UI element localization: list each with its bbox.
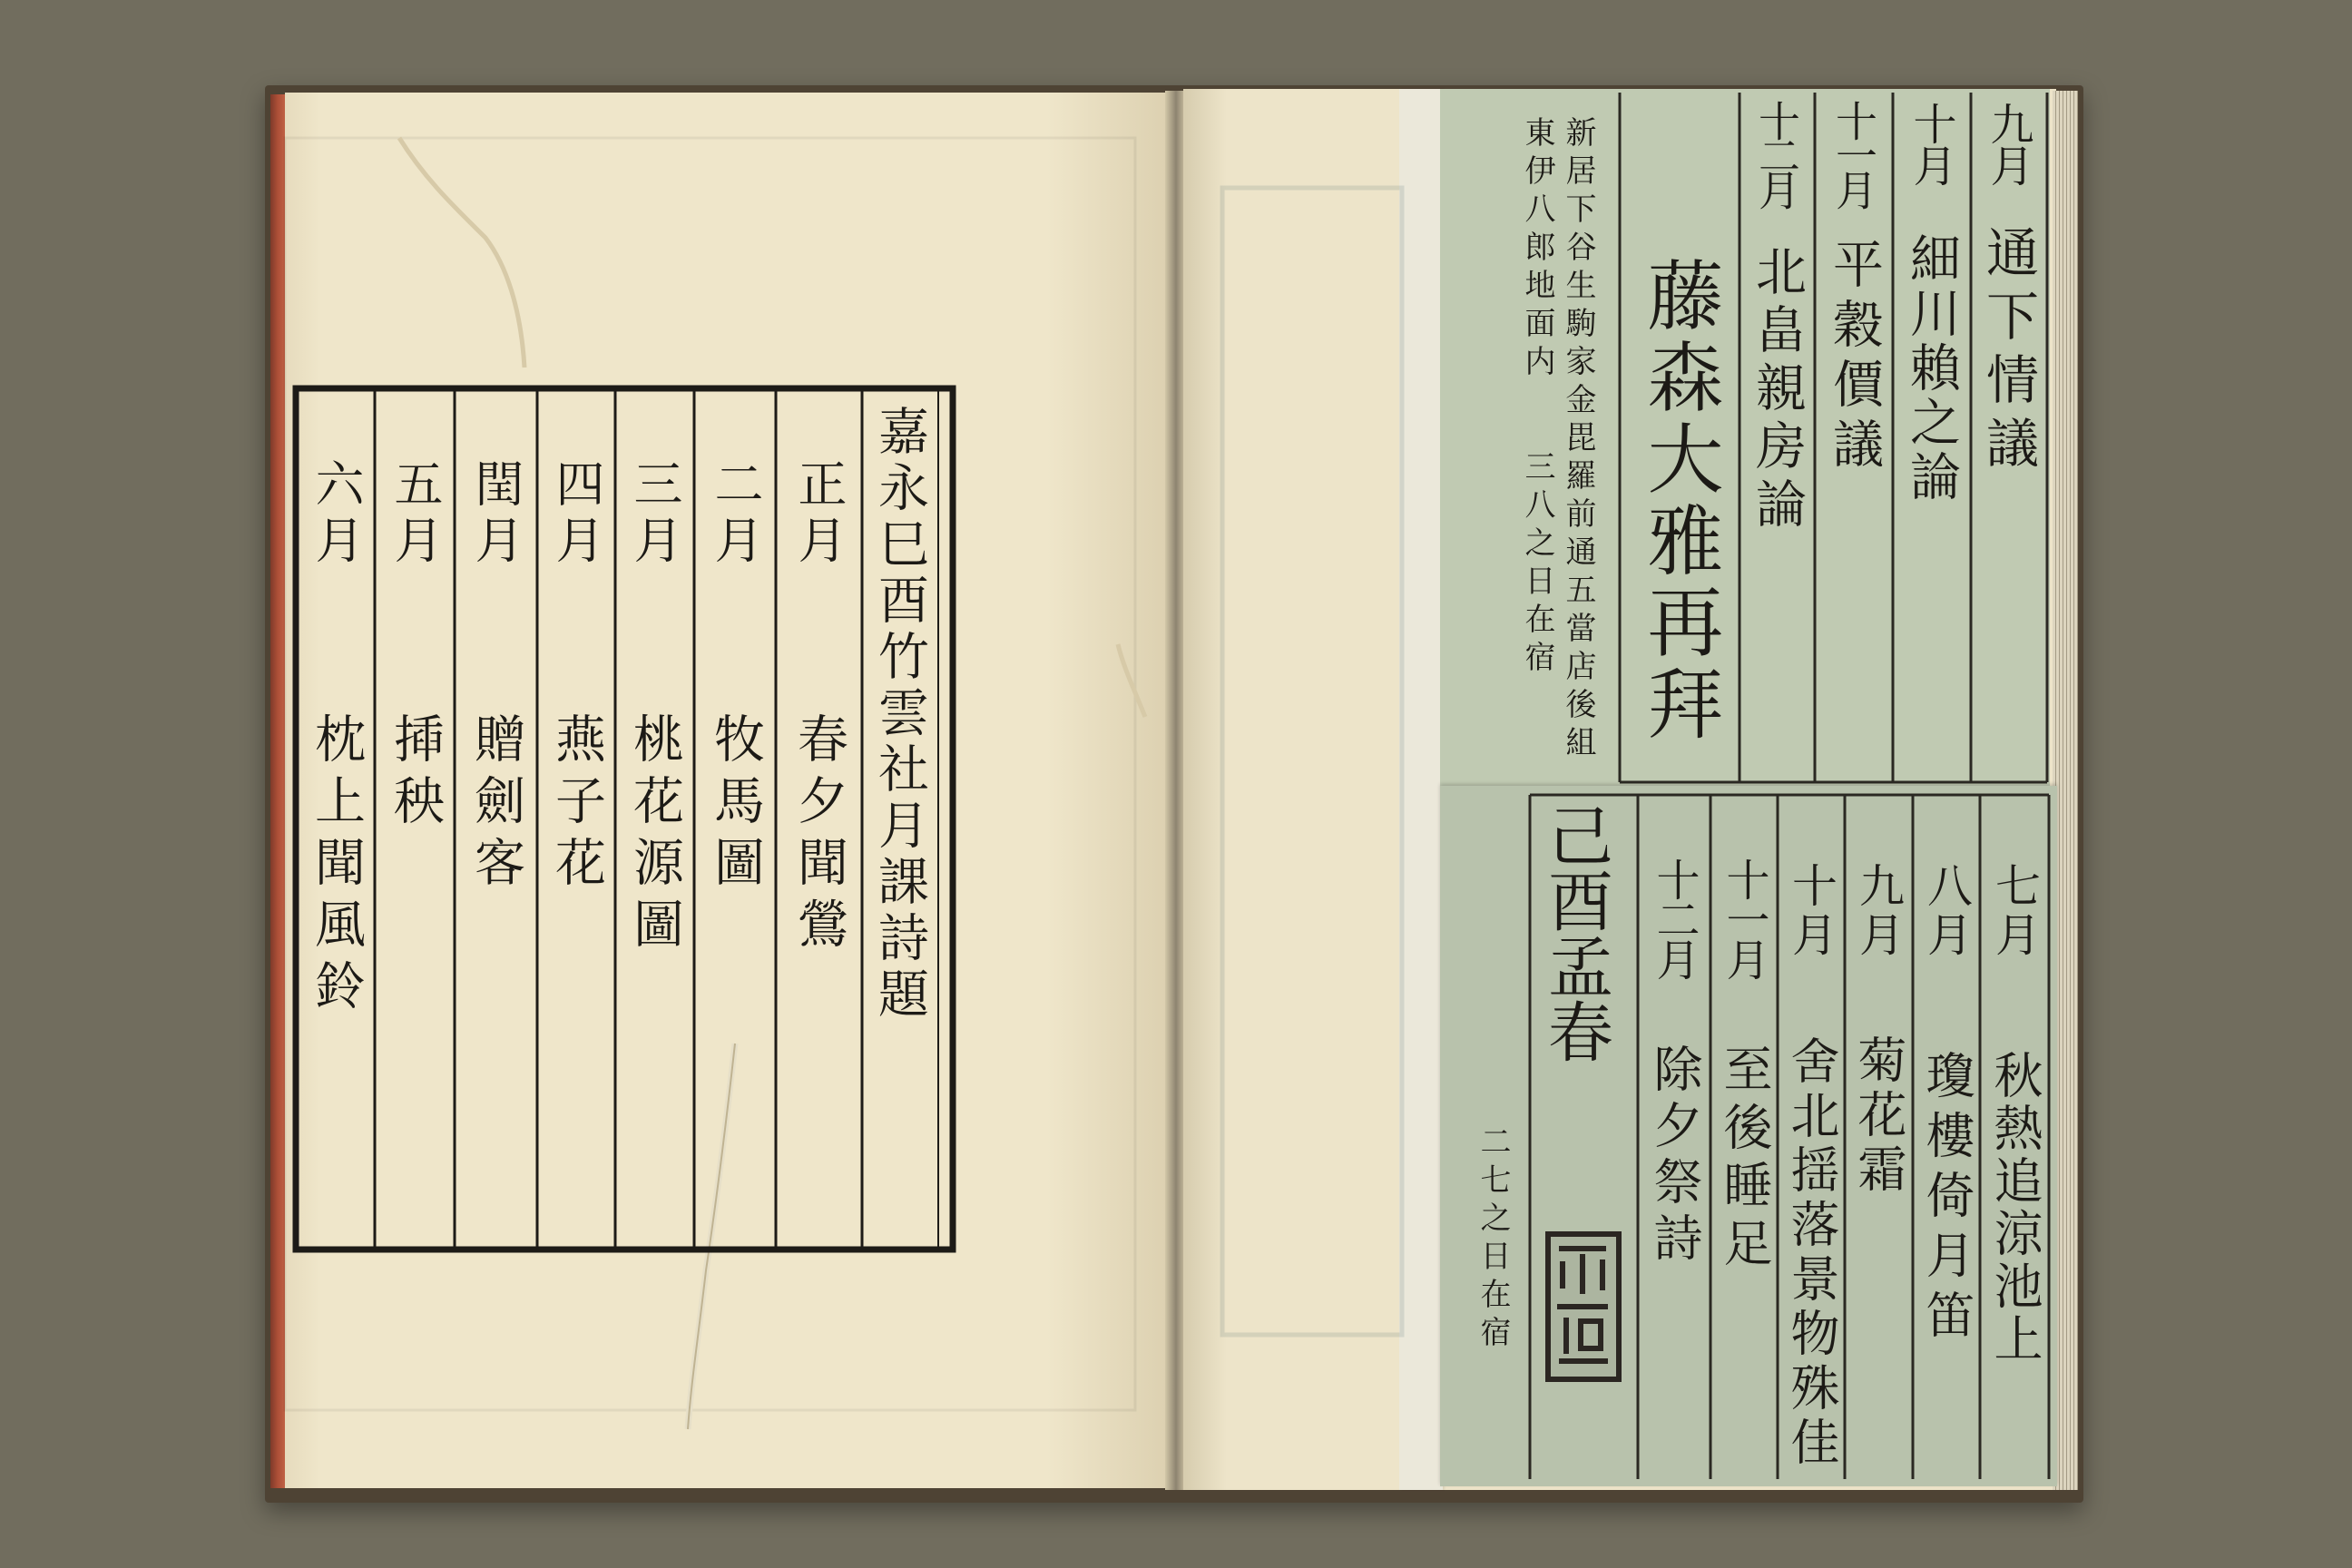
- month-label: 九月: [1983, 102, 2034, 185]
- signature: 藤森大雅再拜: [1635, 256, 1724, 746]
- poem-topic: 除夕祭詩: [1646, 1044, 1703, 1269]
- month-label: 三月: [626, 458, 683, 571]
- poem-topic: 枕上聞風鈴: [307, 712, 366, 1021]
- month-label: 十一月: [1719, 858, 1769, 977]
- month-label: 九月: [1852, 862, 1905, 960]
- essay-topic: 平穀價議: [1825, 238, 1884, 477]
- poem-topic: 燕子花: [547, 712, 606, 897]
- poem-topic: 秋熱追涼池上: [1986, 1050, 2043, 1366]
- address-line: 新居下谷生駒家金毘羅前通五當店後組: [1560, 116, 1596, 764]
- poem-topic: 至後睡足: [1716, 1044, 1773, 1276]
- poem-topic: 瓊樓倚月笛: [1918, 1050, 1975, 1349]
- at-home-days-note: 二七之日在宿: [1475, 1125, 1511, 1354]
- at-home-days-note: 三八之日在宿: [1519, 450, 1555, 679]
- month-label: 二月: [707, 458, 764, 571]
- paper-crack: [399, 138, 524, 368]
- poem-topic: 菊花霜: [1850, 1034, 1907, 1198]
- paper-crack: [1118, 644, 1145, 717]
- right-page-show-through-frame: [1222, 188, 1402, 1335]
- month-label: 十月: [1785, 862, 1838, 960]
- month-label: 十一月: [1829, 100, 1878, 203]
- month-label: 正月: [790, 458, 848, 571]
- month-label: 十月: [1906, 102, 1956, 185]
- month-label: 十二月: [1752, 100, 1801, 203]
- month-label: 十二月: [1649, 858, 1700, 977]
- slip-date: 己酉孟春: [1537, 802, 1613, 1063]
- poem-topic: 牧馬圖: [706, 712, 765, 897]
- address-line: 東伊八郎地面内: [1519, 116, 1555, 383]
- essay-topic: 細川賴之論: [1902, 232, 1961, 505]
- month-label: 四月: [548, 458, 605, 571]
- left-page-title: 嘉永巳酉竹雲社月課詩題: [870, 405, 929, 1024]
- seal-stamp-icon: [1548, 1234, 1619, 1379]
- month-label: 七月: [1988, 862, 2041, 960]
- month-label: 閏月: [467, 458, 524, 571]
- essay-topic: 北畠親房論: [1748, 245, 1807, 535]
- poem-topic: 舍北揺落景物殊佳: [1783, 1035, 1840, 1471]
- essay-topic: 通下情議: [1977, 225, 2039, 479]
- poem-topic: 桃花源圖: [625, 712, 684, 959]
- poem-topic: 贈劍客: [466, 712, 525, 897]
- poem-topic: 揷秧: [386, 712, 445, 836]
- month-label: 五月: [387, 458, 444, 571]
- month-label: 六月: [308, 458, 365, 571]
- month-label: 八月: [1920, 862, 1973, 960]
- poem-topic: 春夕聞鶯: [789, 712, 848, 959]
